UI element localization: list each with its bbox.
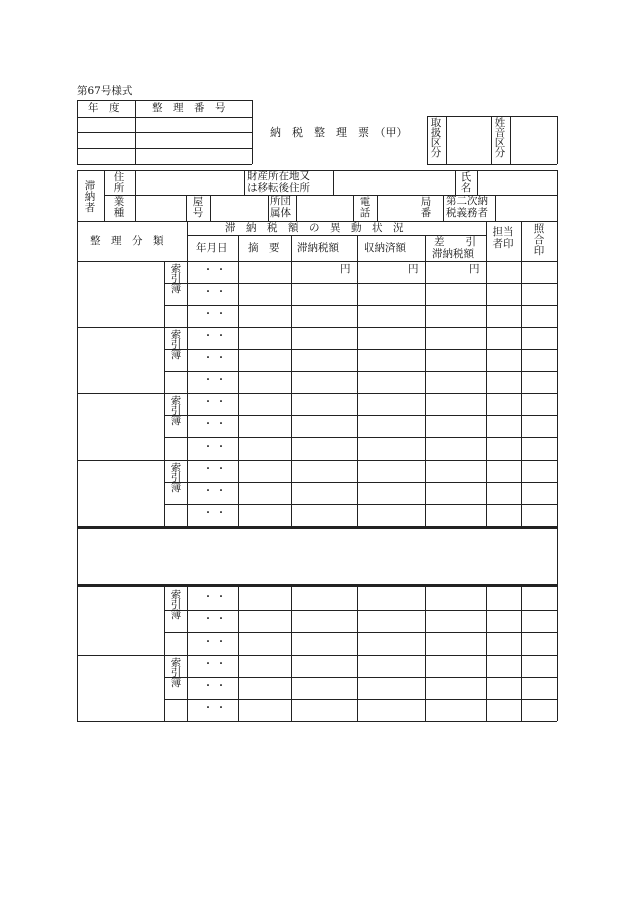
date-placeholder: ・・ [203,397,229,408]
phone-label: 電話 [359,196,371,219]
date-placeholder: ・・ [203,265,229,276]
form-number: 第67号様式 [77,85,133,97]
date-placeholder: ・・ [203,331,229,342]
address-label: 住所 [113,171,125,194]
delinquent-taxpayer-label: 滞納者 [84,180,96,214]
date-placeholder: ・・ [203,486,229,497]
kana-category-label: 姓音区分 [494,117,506,159]
year-label: 年 度 [88,102,120,114]
date-placeholder: ・・ [203,508,229,519]
serial-number-label: 整 理 番 号 [152,102,226,114]
index-ledger-label: 索引簿 [170,657,182,689]
yen-unit: 円 [340,263,351,275]
yen-unit: 円 [469,263,480,275]
col-collected-header: 収納済額 [364,242,406,254]
affiliation-label-2: 属体 [270,207,291,219]
form-title: 納 税 整 理 票 （甲） [270,126,408,139]
index-ledger-label: 索引簿 [170,329,182,361]
col-balance-header-1: 差 引 [434,236,476,248]
property-location-label-1: 財産所在地又 [247,170,310,182]
date-placeholder: ・・ [203,375,229,386]
date-placeholder: ・・ [203,592,229,603]
date-placeholder: ・・ [203,419,229,430]
index-ledger-label: 索引簿 [170,263,182,295]
business-type-label: 業種 [113,196,125,219]
secondary-obligor-label-2: 税義務者 [446,207,488,219]
date-placeholder: ・・ [203,614,229,625]
date-placeholder: ・・ [203,309,229,320]
index-ledger-label: 索引簿 [170,395,182,427]
handling-category-label: 取扱区分 [430,117,442,159]
trade-name-label: 屋号 [192,196,204,219]
index-ledger-label: 索引簿 [170,462,182,494]
change-status-header: 滞 納 税 額 の 異 動 状 況 [225,222,404,234]
property-location-label-2: は移転後住所 [247,182,310,194]
yen-unit: 円 [408,263,419,275]
col-balance-header-2: 滞納税額 [432,248,474,260]
col-staff-header: 担当者印 [492,226,514,250]
exchange-label: 局番 [420,196,432,219]
category-header: 整 理 分 類 [90,235,164,247]
date-placeholder: ・・ [203,287,229,298]
date-placeholder: ・・ [203,681,229,692]
date-placeholder: ・・ [203,442,229,453]
date-placeholder: ・・ [203,353,229,364]
col-summary-header: 摘 要 [248,242,280,254]
col-date-header: 年月日 [196,242,228,254]
date-placeholder: ・・ [203,659,229,670]
index-ledger-label: 索引簿 [170,589,182,621]
date-placeholder: ・・ [203,637,229,648]
affiliation-label-1: 所団 [270,195,291,207]
date-placeholder: ・・ [203,703,229,714]
secondary-obligor-label-1: 第二次納 [446,195,488,207]
col-check-header: 照合印 [533,223,545,257]
col-delinquent-header: 滞納税額 [297,242,339,254]
name-label: 氏名 [460,171,472,194]
date-placeholder: ・・ [203,464,229,475]
